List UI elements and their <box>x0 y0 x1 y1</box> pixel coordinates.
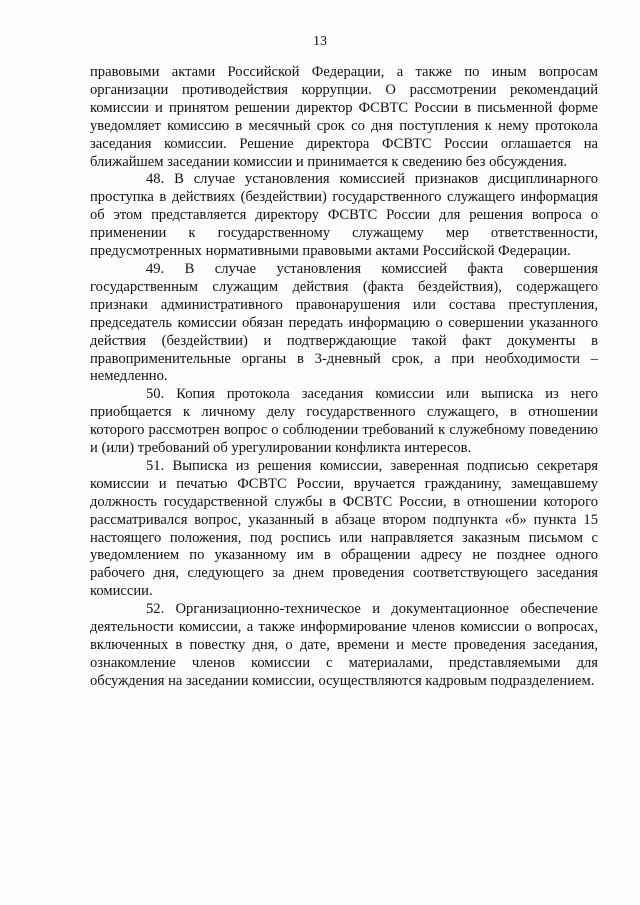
document-body <box>90 64 598 691</box>
page-number: 13 <box>313 34 327 49</box>
paragraph-50: 50. Копия протокола заседания комиссии или выписка из него приобщается к личному делу государственного служащего, в отношении которого рассмотрен вопрос о соблюдении требований к служебному поведению и (или) требований об урегулировании конфликта интересов. <box>90 386 598 457</box>
paragraph-continuation: правовыми актами Российской Федерации, а также по иным вопросам организации противодействия коррупции. О рассмотрении рекомендаций комиссии и принятом решении директор ФСВТС России в письменной форме уведомляет комиссию в месячный срок со дня поступления к нему протокола заседания комиссии. Решение директора ФСВТС России оглашается на ближайшем заседании комиссии и принимается к сведению без обсуждения. <box>90 64 598 170</box>
paragraph-49: 49. В случае установления комиссией факта совершения государственным служащим действия (факта бездействия), содержащего признаки административного правонарушения или состава преступления, председатель комиссии обязан передать информацию о совершении указанного действия (бездействии) и подтверждающие такой факт документы в правоприменительные органы в 3-дневный срок, а при необходимости – немедленно. <box>90 260 598 385</box>
paragraph-48: 48. В случае установления комиссией признаков дисциплинарного проступка в действиях (бездействии) государственного служащего информация об этом представляется директору ФСВТС России для решения вопроса о применении к государственному служащему мер ответственности, предусмотренных нормативными правовыми актами Российской Федерации. <box>90 171 598 260</box>
paragraph-52: 52. Организационно-техническое и документационное обеспечение деятельности комиссии, а также информирование членов комиссии о вопросах, включенных в повестку дня, о дате, времени и месте проведения заседания, ознакомление членов комиссии с материалами, представляемыми для обсуждения на заседании комиссии, осуществляются кадровым подразделением. <box>90 601 598 689</box>
paragraph-51: 51. Выписка из решения комиссии, заверенная подписью секретаря комиссии и печатью ФСВТС России, вручается гражданину, замещавшему должность государственной службы в ФСВТС России, в отношении которого рассматривался вопрос, указанный в абзаце втором подпункта «б» пункта 15 настоящего положения, под роспись или направляется заказным письмом с уведомлением по указанному им в обращении адресу не позднее одного рабочего дня, следующего за днем проведения соответствующего заседания комиссии. <box>90 457 598 600</box>
